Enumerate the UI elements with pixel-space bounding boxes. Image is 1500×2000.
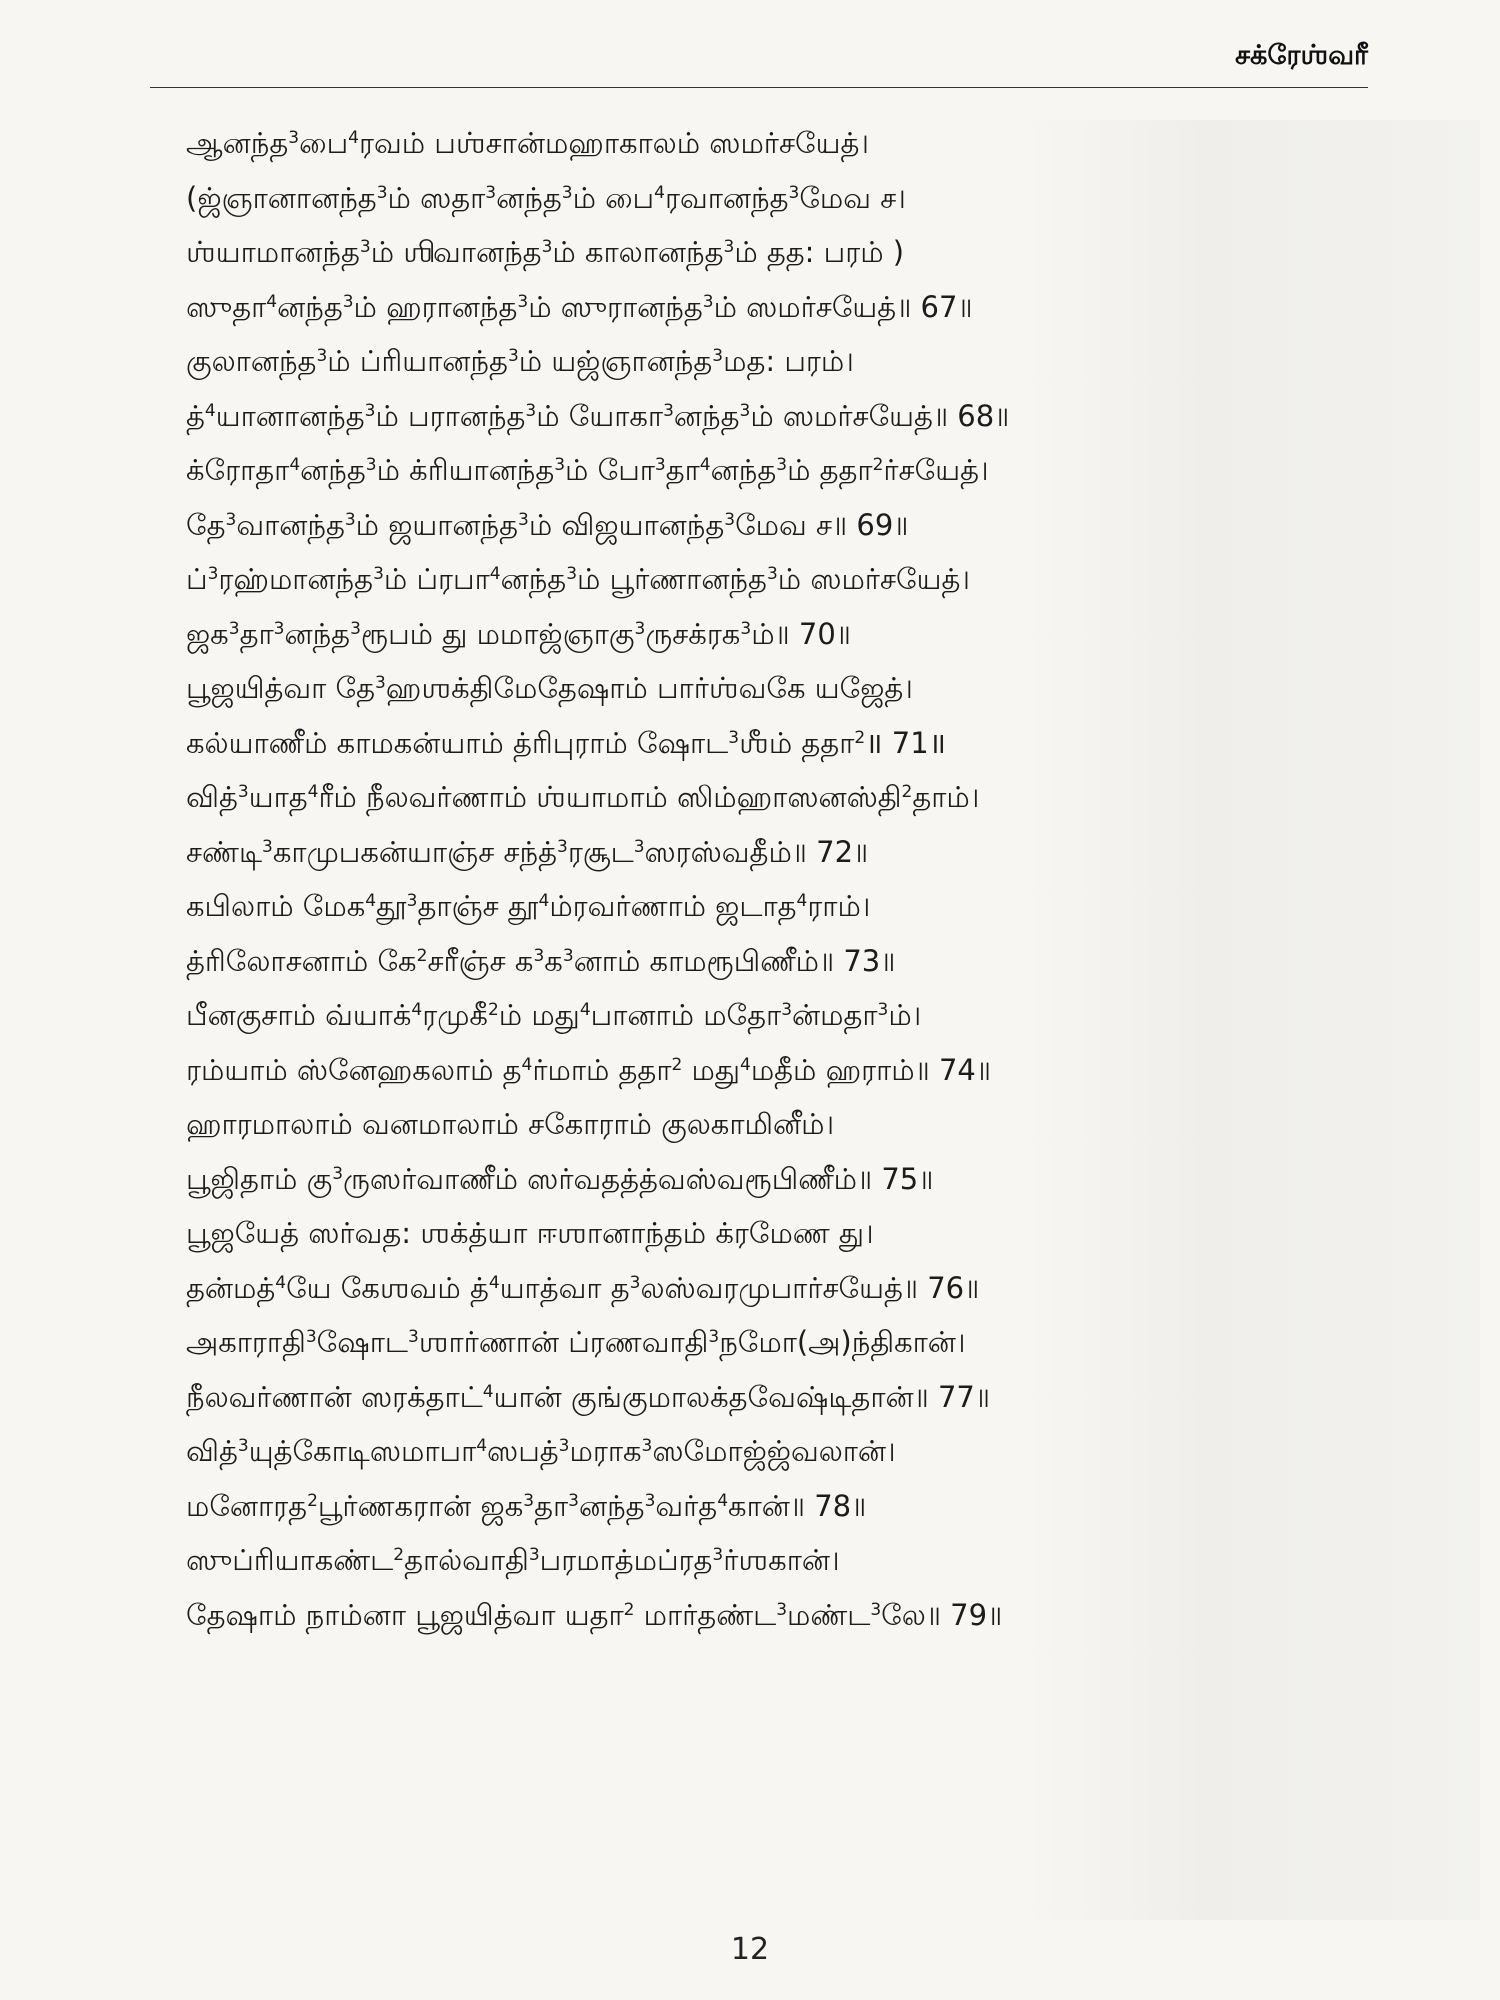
verse-line: த்$^4$யானானந்த$^3$ம் பரானந்த$^3$ம் யோகா$^3$னந்த$^3$ம் ஸமர்சயேத்॥ 68॥ xyxy=(186,398,1010,433)
verse-line: பூஜயித்வா தே$^3$ஹஶக்திமேதேஷாம் பார்ஶ்வகே யஜேத்। xyxy=(186,671,913,705)
verse-line: பீனகுசாம் வ்யாக்$^4$ரமுகீ$^2$ம் மது$^4$பானாம் மதோ$^3$ன்மதா$^3$ம்। xyxy=(186,998,922,1032)
verse-line: தன்மத்$^4$யே கேஶவம் த்$^4$யாத்வா த$^3$லஸ்வரமுபார்சயேத்॥ 76॥ xyxy=(186,1270,980,1305)
verse-line: த்ரிலோசனாம் கே$^2$சரீஞ்ச க$^3$க$^3$னாம் காமரூபிணீம்॥ 73॥ xyxy=(186,943,896,978)
verse-line: ஶ்யாமானந்த$^3$ம் ஶிவானந்த$^3$ம் காலானந்த$^3$ம் தத: பரம் ) xyxy=(186,235,905,269)
verse-line: பூஜயேத் ஸர்வத: ஶக்த்யா ஈஶானாந்தம் க்ரமேண து। xyxy=(186,1216,874,1250)
page-number: 12 xyxy=(730,1932,770,1967)
verse-line: ஸுதா$^4$னந்த$^3$ம் ஹரானந்த$^3$ம் ஸுரானந்த$^3$ம் ஸமர்சயேத்॥ 67॥ xyxy=(186,289,973,324)
verse-line: ஜக$^3$தா$^3$னந்த$^3$ரூபம் து மமாஜ்ஞாகு$^3$ருசக்ரக$^3$ம்॥ 70॥ xyxy=(186,616,851,651)
verse-line: க்ரோதா$^4$னந்த$^3$ம் க்ரியானந்த$^3$ம் போ$^3$தா$^4$னந்த$^3$ம் ததா$^2$ர்சயேத்। xyxy=(186,453,989,487)
verse-line: வித்$^3$யாத$^4$ரீம் நீலவர்ணாம் ஶ்யாமாம் ஸிம்ஹாஸனஸ்தி$^2$தாம்। xyxy=(186,780,980,814)
verse-line: ஸுப்ரியாகண்ட$^2$தால்வாதி$^3$பரமாத்மப்ரத$^3$ர்ஶகான்। xyxy=(186,1543,840,1577)
verse-line: வித்$^3$யுத்கோடிஸமாபா$^4$ஸபத்$^3$மராக$^3$ஸமோஜ்ஜ்வலான்। xyxy=(186,1434,896,1468)
header-title: சக்ரேஶ்வரீ xyxy=(1235,40,1368,71)
verse-line: சண்டி$^3$காமுபகன்யாஞ்ச சந்த்$^3$ரசூட$^3$ஸரஸ்வதீம்॥ 72॥ xyxy=(186,834,869,869)
verse-line: கபிலாம் மேக$^4$தூ$^3$தாஞ்ச தூ$^4$ம்ரவர்ணாம் ஜடாத$^4$ராம்। xyxy=(186,889,871,923)
verse-line: பூஜிதாம் கு$^3$ருஸர்வாணீம் ஸர்வதத்த்வஸ்வரூபிணீம்॥ 75॥ xyxy=(186,1161,934,1196)
header-rule xyxy=(150,87,1368,88)
verse-line: தே$^3$வானந்த$^3$ம் ஜயானந்த$^3$ம் விஜயானந்த$^3$மேவ ச॥ 69॥ xyxy=(186,507,909,542)
verse-line: அகாராதி$^3$ஷோட$^3$ஶார்ணான் ப்ரணவாதி$^3$நமோ(அ)ந்திகான்। xyxy=(186,1325,966,1359)
verse-line: தேஷாம் நாம்னா பூஜயித்வா யதா$^2$ மார்தண்ட$^3$மண்ட$^3$லே॥ 79॥ xyxy=(186,1597,1003,1632)
verse-line: நீலவர்ணான் ஸரக்தாட்$^4$யான் குங்குமாலக்தவேஷ்டிதான்॥ 77॥ xyxy=(186,1379,990,1414)
verse-line: ப்$^3$ரஹ்மானந்த$^3$ம் ப்ரபா$^4$னந்த$^3$ம் பூர்ணானந்த$^3$ம் ஸமர்சயேத்। xyxy=(186,562,970,596)
verse-line: ரம்யாம் ஸ்னேஹகலாம் த$^4$ர்மாம் ததா$^2$ மது$^4$மதீம் ஹராம்॥ 74॥ xyxy=(186,1052,991,1087)
verse-line: குலானந்த$^3$ம் ப்ரியானந்த$^3$ம் யஜ்ஞானந்த$^3$மத: பரம்। xyxy=(186,344,854,378)
verse-line: கல்யாணீம் காமகன்யாம் த்ரிபுராம் ஷோட$^3$ஶீம் ததா$^2$॥ 71॥ xyxy=(186,725,947,760)
verse-line: மனோரத$^2$பூர்ணகரான் ஜக$^3$தா$^3$னந்த$^3$வர்த$^4$கான்॥ 78॥ xyxy=(186,1488,867,1523)
verse-list xyxy=(186,116,1366,1642)
running-header xyxy=(150,38,1368,86)
verse-line: ஹாரமாலாம் வனமாலாம் சகோராம் குலகாமினீம்। xyxy=(186,1107,835,1141)
verse-line: ஆனந்த$^3$பை$^4$ரவம் பஶ்சான்மஹாகாலம் ஸமர்சயேத்। xyxy=(186,126,869,160)
verse-line: (ஜ்ஞானானந்த$^3$ம் ஸதா$^3$னந்த$^3$ம் பை$^4$ரவானந்த$^3$மேவ ச। xyxy=(186,180,906,215)
